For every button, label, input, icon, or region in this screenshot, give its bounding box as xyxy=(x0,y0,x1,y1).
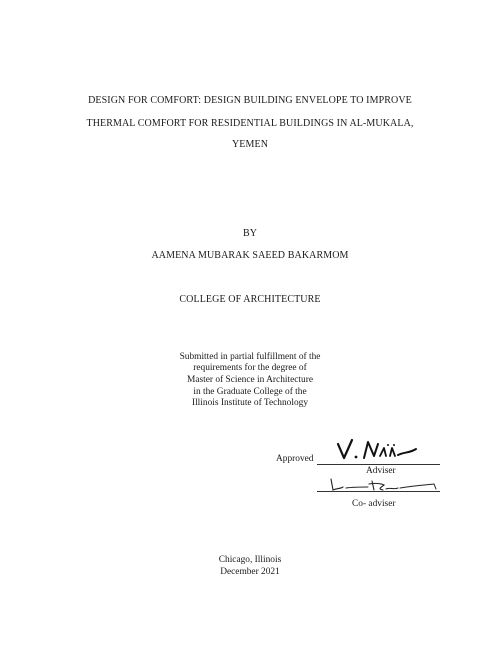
by-label: BY xyxy=(242,228,258,239)
coadviser-signature-line xyxy=(317,491,440,492)
submission-date: December 2021 xyxy=(220,567,280,577)
submission-line-5: Illinois Institute of Technology xyxy=(191,398,309,408)
submission-line-1: Submitted in partial fulfillment of the xyxy=(179,352,321,362)
coadviser-signature xyxy=(328,475,440,495)
adviser-label: Adviser xyxy=(366,466,396,476)
thesis-title-line-2: THERMAL COMFORT FOR RESIDENTIAL BUILDINGS IN AL-MUKALA, xyxy=(86,118,414,129)
college-name: COLLEGE OF ARCHITECTURE xyxy=(179,294,321,305)
submission-line-2: requirements for the degree of xyxy=(193,363,307,373)
author-name: AAMENA MUBARAK SAEED BAKARMOM xyxy=(151,250,349,261)
location: Chicago, Illinois xyxy=(218,555,282,565)
adviser-signature xyxy=(334,436,424,466)
adviser-signature-line xyxy=(317,464,440,465)
approved-label: Approved xyxy=(276,454,314,464)
submission-line-4: in the Graduate College of the xyxy=(193,387,307,397)
coadviser-label: Co- adviser xyxy=(352,499,396,509)
submission-line-3: Master of Science in Architecture xyxy=(187,375,313,385)
thesis-title-line-1: DESIGN FOR COMFORT: DESIGN BUILDING ENVELOPE TO IMPROVE xyxy=(88,95,412,106)
thesis-title-line-3: YEMEN xyxy=(231,139,269,150)
